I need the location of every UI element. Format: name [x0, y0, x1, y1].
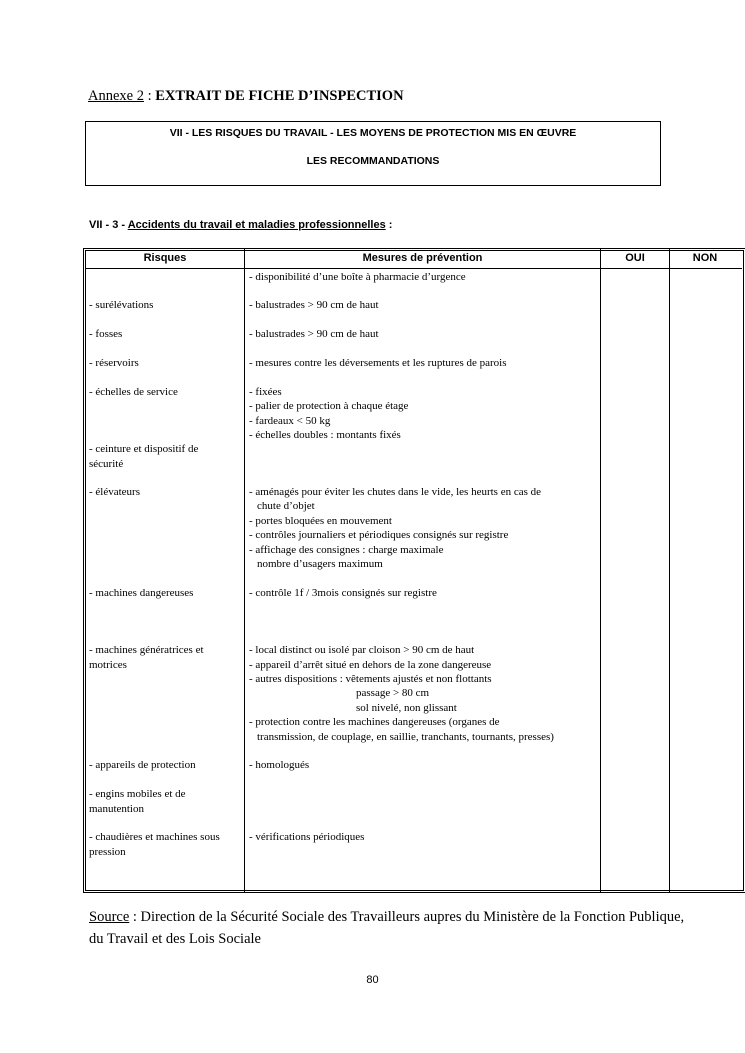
annex-label: Annexe 2 [88, 88, 144, 104]
mesure-item: - disponibilité d’une boîte à pharmacie d’urgence [249, 271, 466, 283]
header-mesures: Mesures de prévention [362, 252, 483, 264]
mesure-item: - local distinct ou isolé par cloison > 90 cm de haut [249, 644, 475, 656]
risque-item: - engins mobiles et de [89, 788, 186, 800]
column-divider [669, 248, 670, 892]
subsection-heading [89, 219, 392, 231]
source-label: Source [89, 909, 130, 925]
mesure-item: nombre d’usagers maximum [257, 558, 383, 570]
risque-item: pression [89, 846, 126, 858]
mesure-item: - autres dispositions : vêtements ajustés et non flottants [249, 673, 492, 685]
subsection-suffix: : [385, 219, 393, 231]
mesure-item: sol nivelé, non glissant [356, 702, 457, 714]
box-line-2: LES RECOMMANDATIONS [306, 155, 440, 167]
column-divider [244, 248, 245, 892]
annex-heading [88, 88, 404, 105]
mesure-item: - fixées [249, 386, 282, 398]
risque-item: - ceinture et dispositif de [89, 443, 199, 455]
mesure-item: - palier de protection à chaque étage [249, 400, 409, 412]
mesure-item: - balustrades > 90 cm de haut [249, 299, 379, 311]
risque-item: - fosses [89, 328, 123, 340]
source-text: : Direction de la Sécurité Sociale des Travailleurs aupres du Ministère de la Fonction Publique, du Travail et des Lois Sociale [89, 909, 685, 947]
mesure-item: - aménagés pour éviter les chutes dans le vide, les heurts en cas de [249, 486, 542, 498]
header-non: NON [692, 252, 718, 264]
box-line-1: VII - LES RISQUES DU TRAVAIL - LES MOYENS DE PROTECTION MIS EN ŒUVRE [169, 127, 577, 139]
subsection-prefix: VII - 3 - [89, 219, 128, 231]
column-divider [600, 248, 601, 892]
mesure-item: transmission, de couplage, en saillie, tranchants, tournants, presses) [257, 731, 554, 743]
header-oui: OUI [625, 252, 645, 264]
header-risques: Risques [143, 252, 187, 264]
risque-item: - surélévations [89, 299, 154, 311]
header-divider [86, 268, 742, 269]
mesure-item: - portes bloquées en mouvement [249, 515, 392, 527]
annex-title: EXTRAIT DE FICHE D’INSPECTION [155, 88, 404, 104]
mesure-item: - contrôle 1f / 3mois consignés sur registre [249, 587, 437, 599]
mesure-item: - vérifications périodiques [249, 831, 365, 843]
section-title-box [85, 121, 661, 186]
risque-item: - appareils de protection [89, 759, 196, 771]
risque-item: manutention [89, 803, 144, 815]
risque-item: - chaudières et machines sous [89, 831, 220, 843]
mesure-item: - fardeaux < 50 kg [249, 415, 331, 427]
mesure-item: - balustrades > 90 cm de haut [249, 328, 379, 340]
mesure-item: - échelles doubles : montants fixés [249, 429, 401, 441]
mesure-item: - protection contre les machines dangereuses (organes de [249, 716, 500, 728]
mesure-item: passage > 80 cm [356, 687, 430, 699]
risque-item: - machines dangereuses [89, 587, 194, 599]
mesure-item: - homologués [249, 759, 310, 771]
mesure-item: - mesures contre les déversements et les ruptures de parois [249, 357, 507, 369]
mesure-item: - affichage des consignes : charge maximale [249, 544, 444, 556]
risque-item: motrices [89, 659, 127, 671]
source-note [89, 906, 689, 950]
risque-item: - échelles de service [89, 386, 178, 398]
page-number: 80 [366, 974, 379, 986]
risque-item: - machines génératrices et [89, 644, 204, 656]
subsection-title: Accidents du travail et maladies professionnelles [127, 219, 386, 231]
mesure-item: - contrôles journaliers et périodiques consignés sur registre [249, 529, 509, 541]
risque-item: - réservoirs [89, 357, 139, 369]
annex-separator: : [143, 88, 156, 104]
risque-item: - élévateurs [89, 486, 140, 498]
risque-item: sécurité [89, 458, 124, 470]
mesure-item: chute d’objet [257, 500, 315, 512]
mesure-item: - appareil d’arrêt situé en dehors de la zone dangereuse [249, 659, 492, 671]
